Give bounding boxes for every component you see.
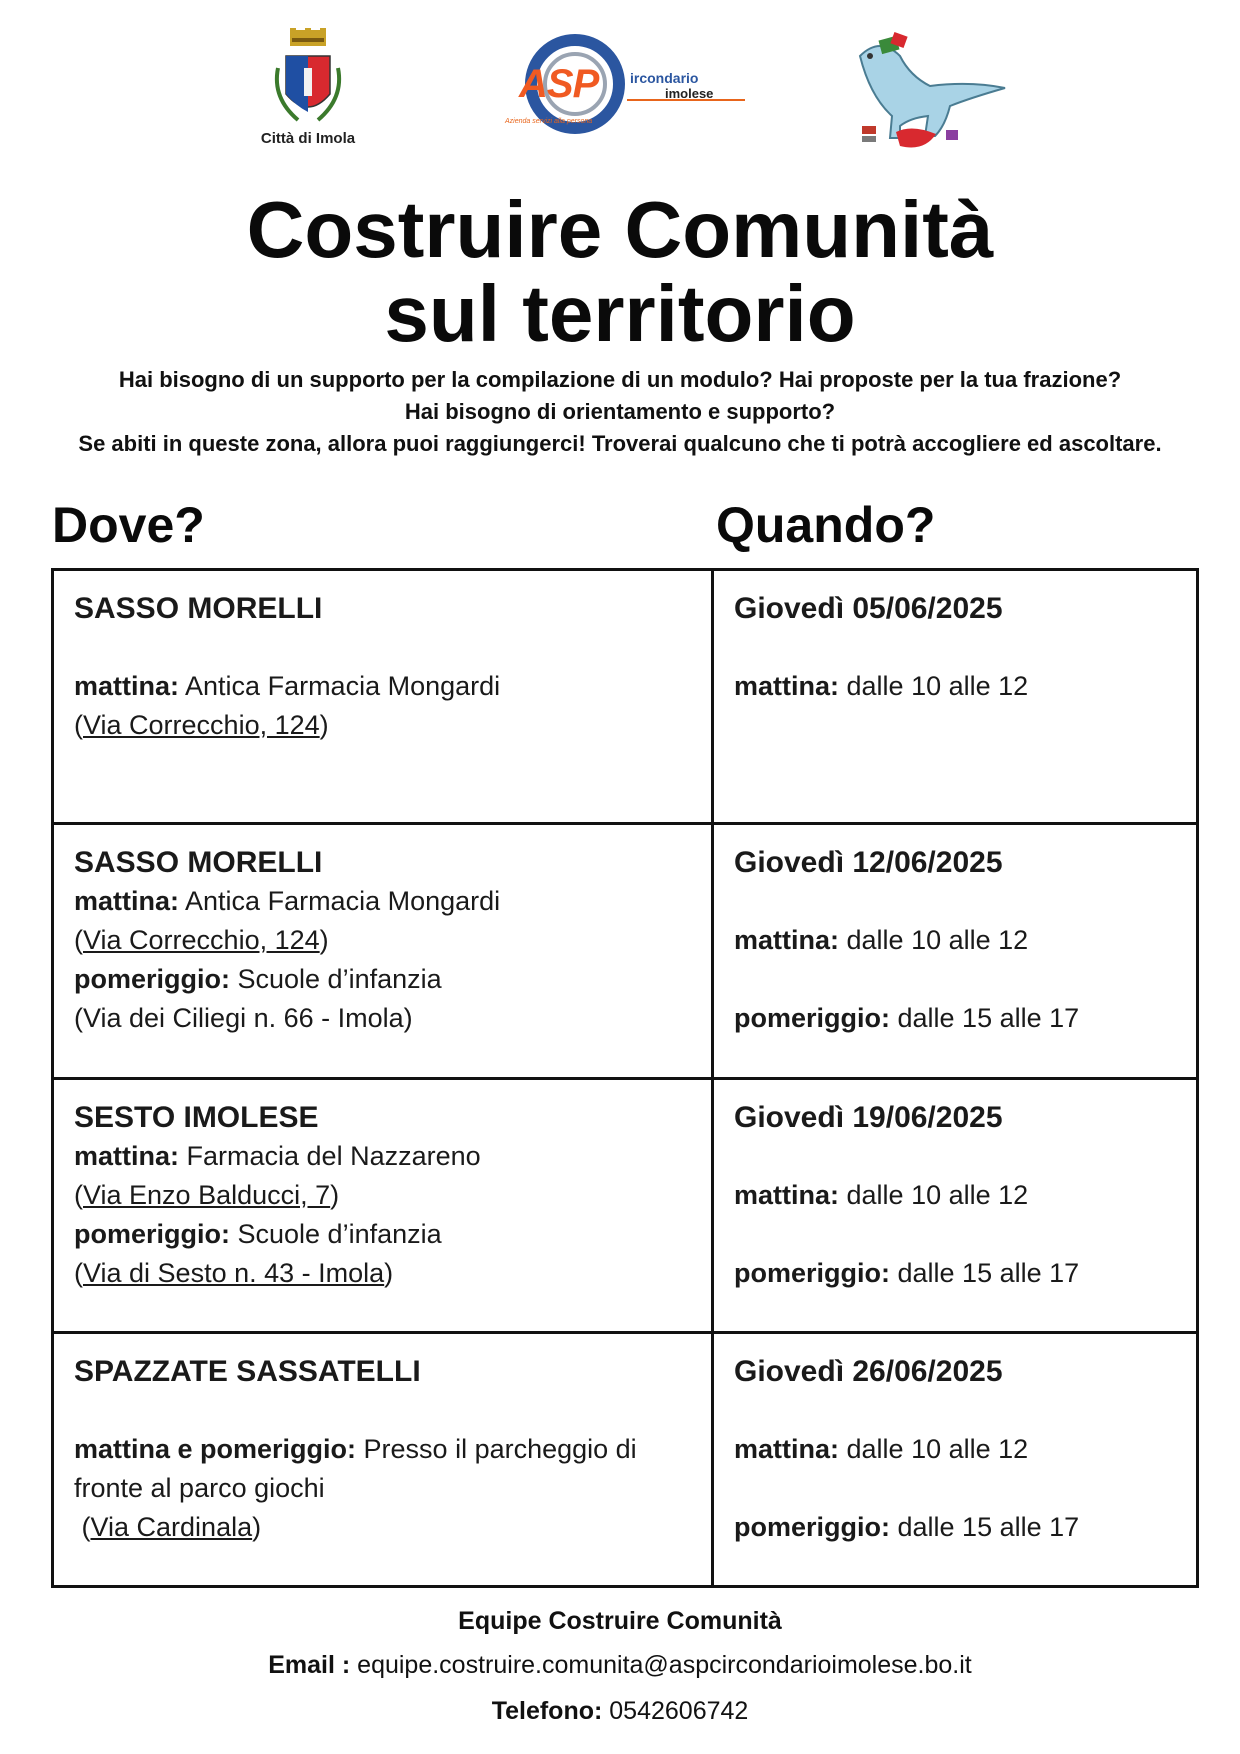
footer-title: Equipe Costruire Comunità	[458, 1607, 782, 1635]
afternoon-time-label: pomeriggio:	[734, 1003, 890, 1034]
imola-caption: Città di Imola	[260, 130, 356, 147]
date: Giovedì 19/06/2025	[734, 1100, 1003, 1134]
afternoon-time-label: pomeriggio:	[734, 1257, 890, 1288]
morning-label: mattina:	[74, 671, 180, 701]
phone-line	[0, 1688, 1240, 1734]
afternoon-time-label: pomeriggio:	[734, 1511, 890, 1542]
place-name: SASSO MORELLI	[74, 846, 323, 880]
both-place: Presso il parcheggio di fronte al parco giochi	[74, 1433, 637, 1503]
asp-line2: imolese	[665, 86, 714, 101]
afternoon-time: dalle 15 alle 17	[890, 1511, 1080, 1542]
table-row	[53, 1078, 1198, 1332]
date: Giovedì 26/06/2025	[734, 1354, 1003, 1388]
morning-place: Farmacia del Nazzareno	[179, 1140, 481, 1171]
where-cell: SPAZZATE SASSATELLI mattina e pomeriggio: Presso il parcheggio di fronte al parco giochi (Via Cardinala)	[53, 1332, 713, 1586]
morning-time-label: mattina:	[734, 671, 840, 701]
morning-label: mattina:	[74, 886, 180, 917]
contact-footer	[0, 1600, 1240, 1734]
date: Giovedì 05/06/2025	[734, 592, 1003, 625]
when-cell	[713, 570, 1198, 824]
intro-line-1: Hai bisogno di un supporto per la compilazione di un modulo? Hai proposte per la tua frazione?	[118, 367, 1122, 392]
address-link[interactable]: Via Correcchio, 124	[83, 710, 320, 740]
where-cell: SASSO MORELLI mattina: Antica Farmacia Mongardi (Via Correcchio, 124) pomeriggio: Scuole d’infanzia (Via dei Ciliegi n. 66 - Imola)	[53, 824, 713, 1078]
address-link[interactable]: Via di Sesto n. 43 - Imola	[83, 1257, 385, 1288]
intro-line-3: Se abiti in queste zona, allora puoi raggiungerci! Troverai qualcuno che ti potrà accogliere ed ascoltare.	[78, 431, 1162, 456]
place-name: SESTO IMOLESE	[74, 1100, 319, 1134]
when-cell	[713, 1332, 1198, 1586]
afternoon-label: pomeriggio:	[74, 1218, 230, 1249]
email-line	[0, 1642, 1240, 1688]
intro-line-2: Hai bisogno di orientamento e supporto?	[404, 399, 836, 424]
asp-line1: ircondario	[630, 70, 699, 86]
place-name: SPAZZATE SASSATELLI	[74, 1354, 421, 1388]
afternoon-time: dalle 15 alle 17	[890, 1257, 1080, 1288]
where-cell: SESTO IMOLESE mattina: Farmacia del Nazzareno (Via Enzo Balducci, 7) pomeriggio: Scuole d’infanzia (Via di Sesto n. 43 - Imola)	[53, 1078, 713, 1332]
morning-place: Antica Farmacia Mongardi	[179, 886, 501, 917]
phone-number[interactable]: 0542606742	[602, 1697, 749, 1725]
morning-time-label: mattina:	[734, 1433, 840, 1464]
when-cell	[713, 1078, 1198, 1332]
afternoon-label: pomeriggio:	[74, 964, 230, 995]
afternoon-time: dalle 15 alle 17	[890, 1003, 1080, 1034]
morning-time: dalle 10 alle 12	[839, 1179, 1029, 1210]
email-link[interactable]: equipe.costruire.comunita@aspcircondarioimolese.bo.it	[350, 1651, 972, 1679]
dinosaur-icon	[840, 26, 1010, 156]
date: Giovedì 12/06/2025	[734, 846, 1003, 880]
when-heading: Quando?	[716, 497, 936, 553]
asp-tagline: Azienda servizi alla persona	[505, 118, 593, 125]
morning-time-label: mattina:	[734, 925, 840, 956]
table-row	[53, 570, 1198, 824]
morning-time: dalle 10 alle 12	[839, 671, 1029, 701]
schedule-table	[51, 568, 1199, 1588]
afternoon-address: (Via dei Ciliegi n. 66 - Imola)	[74, 1003, 413, 1034]
afternoon-place: Scuole d’infanzia	[230, 1218, 442, 1249]
where-cell: SASSO MORELLI mattina: Antica Farmacia Mongardi (Via Correcchio, 124)	[53, 570, 713, 824]
citta-di-imola-logo	[248, 28, 368, 158]
place-name: SASSO MORELLI	[74, 592, 323, 625]
both-label: mattina e pomeriggio:	[74, 1433, 357, 1464]
morning-label: mattina:	[74, 1140, 180, 1171]
intro-text	[40, 364, 1200, 460]
address-link[interactable]: Via Cardinala	[90, 1511, 253, 1542]
morning-place: Antica Farmacia Mongardi	[179, 671, 501, 701]
title-line-1: Costruire Comunità	[246, 185, 994, 274]
page-title	[0, 185, 1240, 358]
logo-bar	[0, 22, 1240, 162]
where-heading: Dove?	[52, 497, 205, 553]
costruire-comunita-logo	[840, 26, 1010, 156]
title-line-2: sul territorio	[384, 269, 856, 358]
address-link[interactable]: Via Enzo Balducci, 7	[83, 1179, 331, 1210]
afternoon-place: Scuole d’infanzia	[230, 964, 442, 995]
asp-mark: ASP	[519, 62, 599, 106]
morning-time-label: mattina:	[734, 1179, 840, 1210]
crest-icon	[268, 28, 348, 128]
asp-logo	[505, 32, 755, 142]
when-cell	[713, 824, 1198, 1078]
phone-label: Telefono:	[491, 1697, 603, 1725]
morning-time: dalle 10 alle 12	[839, 1433, 1029, 1464]
email-label: Email :	[268, 1651, 351, 1679]
address-link[interactable]: Via Correcchio, 124	[83, 925, 320, 956]
table-row	[53, 824, 1198, 1078]
morning-time: dalle 10 alle 12	[839, 925, 1029, 956]
table-row	[53, 1332, 1198, 1586]
